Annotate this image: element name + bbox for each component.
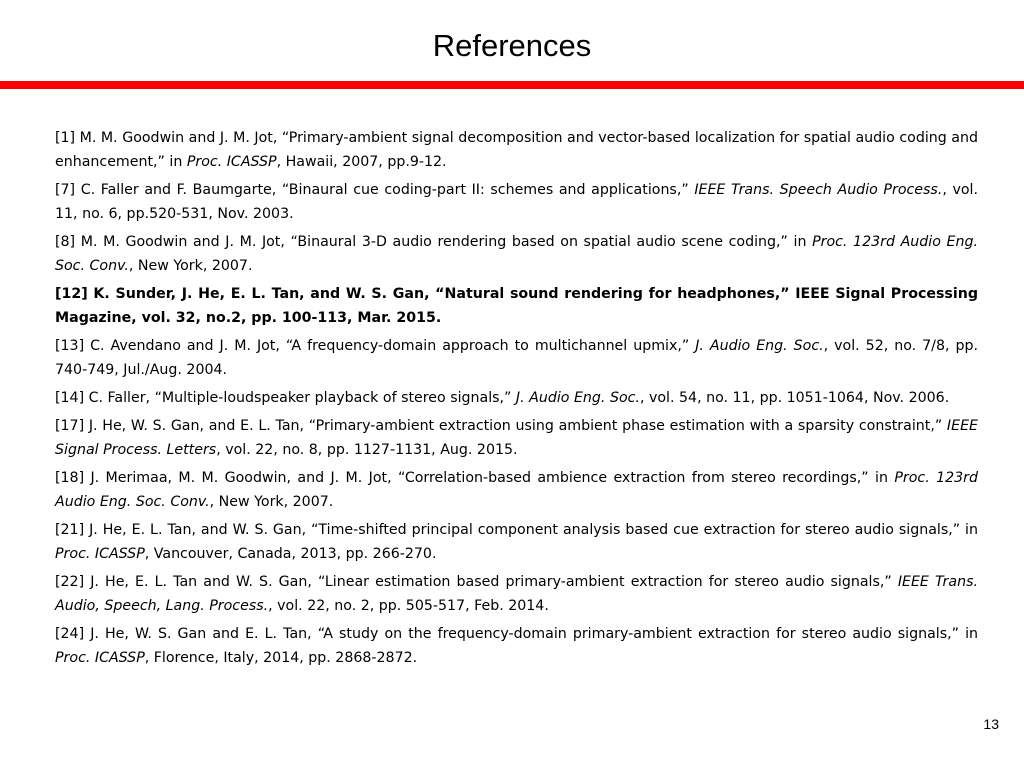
reference-text: , Hawaii, 2007, pp.9-12. (276, 154, 447, 170)
reference-item (55, 386, 978, 410)
reference-venue: J. Audio Eng. Soc. (695, 338, 824, 354)
reference-text: , vol. 54, no. 11, pp. 1051-1064, Nov. 2006. (639, 390, 950, 406)
reference-venue: J. Audio Eng. Soc. (515, 390, 640, 406)
reference-venue: Proc. ICASSP (55, 650, 145, 666)
reference-item (55, 282, 978, 330)
reference-text: [22] J. He, E. L. Tan and W. S. Gan, “Linear estimation based primary-ambient extraction for stereo audio signals,” (55, 574, 898, 590)
reference-venue: IEEE Trans. Audio, Speech, Lang. Process. (55, 574, 978, 614)
page-number: 13 (983, 716, 999, 732)
reference-text: [1] M. M. Goodwin and J. M. Jot, “Primary-ambient signal decomposition and vector-based localization for spatial audio coding and enhancement,” in (55, 130, 978, 170)
reference-venue: Proc. 123rd Audio Eng. Soc. Conv. (55, 470, 978, 510)
reference-item (55, 334, 978, 382)
reference-item (55, 570, 978, 618)
reference-item (55, 230, 978, 278)
reference-text: , vol. 22, no. 8, pp. 1127-1131, Aug. 2015. (216, 442, 518, 458)
reference-text: [14] C. Faller, “Multiple-loudspeaker playback of stereo signals,” (55, 390, 516, 406)
reference-venue: IEEE Trans. Speech Audio Process. (694, 182, 943, 198)
reference-item (55, 178, 978, 226)
reference-text: , vol. 22, no. 2, pp. 505-517, Feb. 2014. (268, 598, 549, 614)
slide-title: References (432, 28, 592, 63)
reference-text: , vol. 11, no. 6, pp.520-531, Nov. 2003. (55, 182, 978, 222)
reference-text: [12] K. Sunder, J. He, E. L. Tan, and W. S. Gan, “Natural sound rendering for headphones,” IEEE Signal Processing Magazine, vol. 32, no.2, pp. 100-113, Mar. 2015. (55, 286, 978, 326)
reference-text: [21] J. He, E. L. Tan, and W. S. Gan, “Time-shifted principal component analysis based cue extraction for stereo audio signals,” in (55, 522, 978, 538)
reference-text: [18] J. Merimaa, M. M. Goodwin, and J. M. Jot, “Correlation-based ambience extraction from stereo recordings,” in (55, 470, 895, 486)
reference-text: [17] J. He, W. S. Gan, and E. L. Tan, “Primary-ambient extraction using ambient phase estimation with a sparsity constraint,” (55, 418, 947, 434)
reference-text: [7] C. Faller and F. Baumgarte, “Binaural cue coding-part II: schemes and applications,” (55, 182, 695, 198)
reference-text: [13] C. Avendano and J. M. Jot, “A frequency-domain approach to multichannel upmix,” (55, 338, 696, 354)
reference-text: [24] J. He, W. S. Gan and E. L. Tan, “A study on the frequency-domain primary-ambient extraction for stereo audio signals,” in (55, 626, 978, 642)
reference-venue: Proc. ICASSP (55, 546, 145, 562)
reference-item (55, 518, 978, 566)
title-divider (0, 81, 1024, 89)
reference-text: [8] M. M. Goodwin and J. M. Jot, “Binaural 3-D audio rendering based on spatial audio scene coding,” in (55, 234, 813, 250)
reference-venue: Proc. ICASSP (186, 154, 277, 170)
reference-text: , Vancouver, Canada, 2013, pp. 266-270. (144, 546, 437, 562)
reference-item (55, 126, 978, 174)
reference-text: , Florence, Italy, 2014, pp. 2868-2872. (144, 650, 418, 666)
reference-list (55, 126, 978, 674)
reference-venue: Proc. 123rd Audio Eng. Soc. Conv. (55, 234, 979, 274)
reference-text: , New York, 2007. (209, 494, 334, 510)
reference-item (55, 466, 978, 514)
reference-item (55, 622, 978, 670)
reference-item (55, 414, 978, 462)
reference-text: , vol. 52, no. 7/8, pp. 740-749, Jul./Aug. 2004. (55, 338, 978, 378)
reference-text: , New York, 2007. (128, 258, 253, 274)
reference-venue: IEEE Signal Process. Letters (55, 418, 978, 458)
